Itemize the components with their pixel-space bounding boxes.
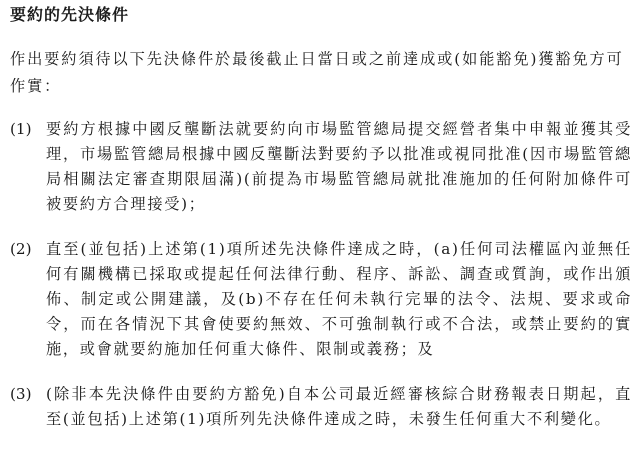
condition-text: (除非本先決條件由要約方豁免)自本公司最近經審核綜合財務報表日期起，直至(並包括)上述第(1)項所列先決條件達成之時，未發生任何重大不利變化。 <box>46 385 632 428</box>
section-heading: 要約的先決條件 <box>10 5 130 24</box>
condition-number: (2) <box>10 240 32 258</box>
condition-item-2 <box>10 237 632 362</box>
condition-item-3 <box>10 382 632 432</box>
intro-paragraph: 作出要約須待以下先決條件於最後截止日當日或之前達成或(如能豁免)獲豁免方可作實： <box>10 50 624 95</box>
condition-text: 直至(並包括)上述第(1)項所述先決條件達成之時，(a)任何司法權區內並無任何有關機構已採取或提起任何法律行動、程序、訴訟、調查或質詢，或作出頒佈、制定或公開建議，及(b)不存在任何未執行完畢的法令、法規、要求或命令，而在各情況下其會使要約無效、不可強制執行或不合法，或禁止要約的實施，或會就要約施加任何重大條件、限制或義務；及 <box>46 240 632 358</box>
condition-number: (1) <box>10 120 32 138</box>
condition-text: 要約方根據中國反壟斷法就要約向市場監管總局提交經營者集中申報並獲其受理，市場監管總局根據中國反壟斷法對要約予以批准或視同批准(因市場監管總局相關法定審查期限屆滿)(前提為市場監管總局就批准施加的任何附加條件可被要約方合理接受)； <box>46 120 632 213</box>
condition-item-1 <box>10 117 632 217</box>
condition-number: (3) <box>10 385 32 403</box>
